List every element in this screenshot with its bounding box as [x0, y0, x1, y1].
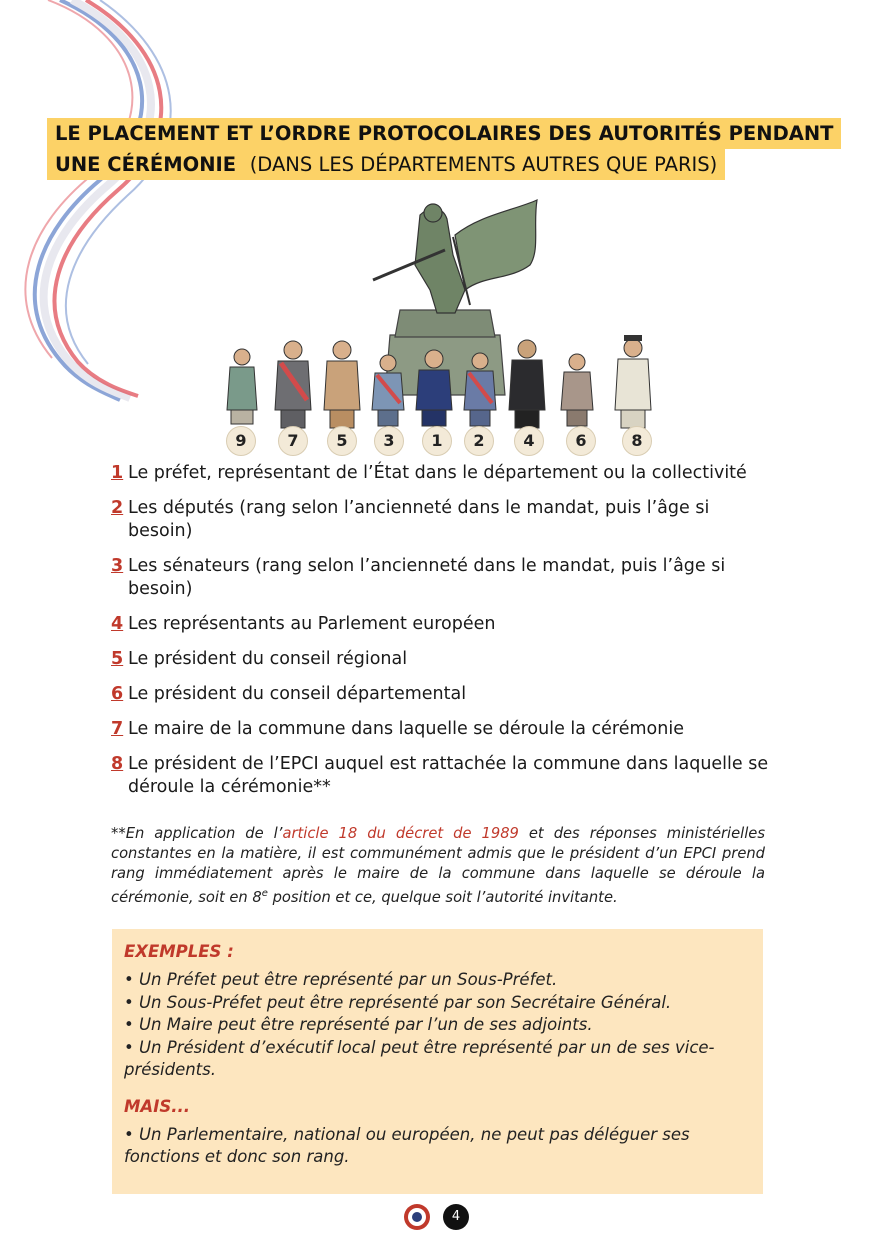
cocarde-icon	[403, 1203, 431, 1231]
position-number-badge: 2	[464, 426, 494, 456]
legend-text: Le préfet, représentant de l’État dans le département ou la collectivité	[128, 463, 747, 483]
position-number-badge: 6	[566, 426, 596, 456]
position-number-badge: 1	[422, 426, 452, 456]
page-number: 4	[443, 1204, 469, 1230]
legend-item	[111, 497, 771, 543]
legend-item	[111, 613, 771, 636]
position-numbers	[226, 426, 666, 456]
legend-item	[111, 648, 771, 671]
legend-item	[111, 753, 771, 799]
legend-number: 6	[111, 684, 124, 704]
legend-text: Le président du conseil départemental	[128, 684, 467, 704]
position-number-badge: 4	[514, 426, 544, 456]
legend-number: 3	[111, 556, 124, 576]
legend-number: 4	[111, 614, 124, 634]
figure-7	[275, 341, 311, 428]
legend-number: 2	[111, 498, 124, 518]
figure-6	[561, 354, 593, 426]
position-number-badge: 9	[226, 426, 256, 456]
footnote-middle: et des réponses ministérielles constantes en la matière, il est communément admis que le président d’un EPCI prend rang immédiatement après le maire de la commune dans laquelle se déroule la cérémonie, soit en 8	[111, 825, 765, 906]
legend-item	[111, 555, 771, 601]
legend-text: Le maire de la commune dans laquelle se déroule la cérémonie	[128, 719, 684, 739]
title-line-1: LE PLACEMENT ET L’ORDRE PROTOCOLAIRES DES AUTORITÉS PENDANT	[47, 118, 841, 149]
example-item: • Un Préfet peut être représenté par un Sous-Préfet.	[124, 970, 558, 989]
decree-link[interactable]: article 18 du décret de 1989	[282, 825, 519, 842]
title-line-2-bold: UNE CÉRÉMONIE	[55, 153, 237, 176]
figure-9	[227, 349, 257, 424]
position-number-badge: 5	[327, 426, 357, 456]
footnote	[111, 824, 765, 908]
but-heading: MAIS...	[124, 1096, 191, 1116]
figure-5	[324, 341, 360, 428]
footnote-suffix: position et ce, quelque soit l’autorité invitante.	[267, 888, 618, 906]
legend-list	[111, 462, 771, 811]
examples-heading: EXEMPLES :	[124, 942, 234, 961]
example-item: • Un Président d’exécutif local peut être représenté par un de ses vice-présidents.	[124, 1037, 715, 1079]
position-number-badge: 3	[374, 426, 404, 456]
example-item: • Un Sous-Préfet peut être représenté par son Secrétaire Général.	[124, 992, 672, 1012]
figure-8	[615, 335, 651, 428]
legend-text: Le président de l’EPCI auquel est rattachée la commune dans laquelle se déroule la cérémonie**	[128, 754, 769, 797]
footnote-prefix: **En application de l’	[111, 825, 283, 842]
legend-item	[111, 683, 771, 706]
legend-number: 5	[111, 649, 124, 669]
tricolor-ribbon-decoration	[0, 0, 240, 420]
figure-4	[509, 340, 545, 428]
legend-text: Les sénateurs (rang selon l’ancienneté dans le mandat, puis l’âge si besoin)	[128, 556, 726, 599]
ceremony-illustration	[215, 195, 675, 460]
legend-item	[111, 718, 771, 741]
legend-number: 8	[111, 754, 124, 774]
page-footer	[403, 1203, 473, 1233]
legend-number: 1	[111, 463, 124, 483]
legend-item	[111, 462, 771, 485]
footnote-sup: e	[261, 888, 268, 899]
example-item: • Un Maire peut être représenté par l’un de ses adjoints.	[124, 1015, 593, 1034]
legend-text: Le président du conseil régional	[128, 649, 408, 669]
title-line-2	[47, 149, 725, 180]
but-item: • Un Parlementaire, national ou européen, ne peut pas déléguer ses fonctions et donc son rang.	[124, 1124, 690, 1166]
legend-number: 7	[111, 719, 124, 739]
position-number-badge: 7	[278, 426, 308, 456]
page-title	[47, 118, 841, 180]
legend-text: Les députés (rang selon l’ancienneté dans le mandat, puis l’âge si besoin)	[128, 498, 710, 541]
position-number-badge: 8	[622, 426, 652, 456]
legend-text: Les représentants au Parlement européen	[128, 614, 496, 634]
examples-box	[112, 929, 763, 1194]
title-subtitle: (DANS LES DÉPARTEMENTS AUTRES QUE PARIS)	[249, 153, 718, 176]
